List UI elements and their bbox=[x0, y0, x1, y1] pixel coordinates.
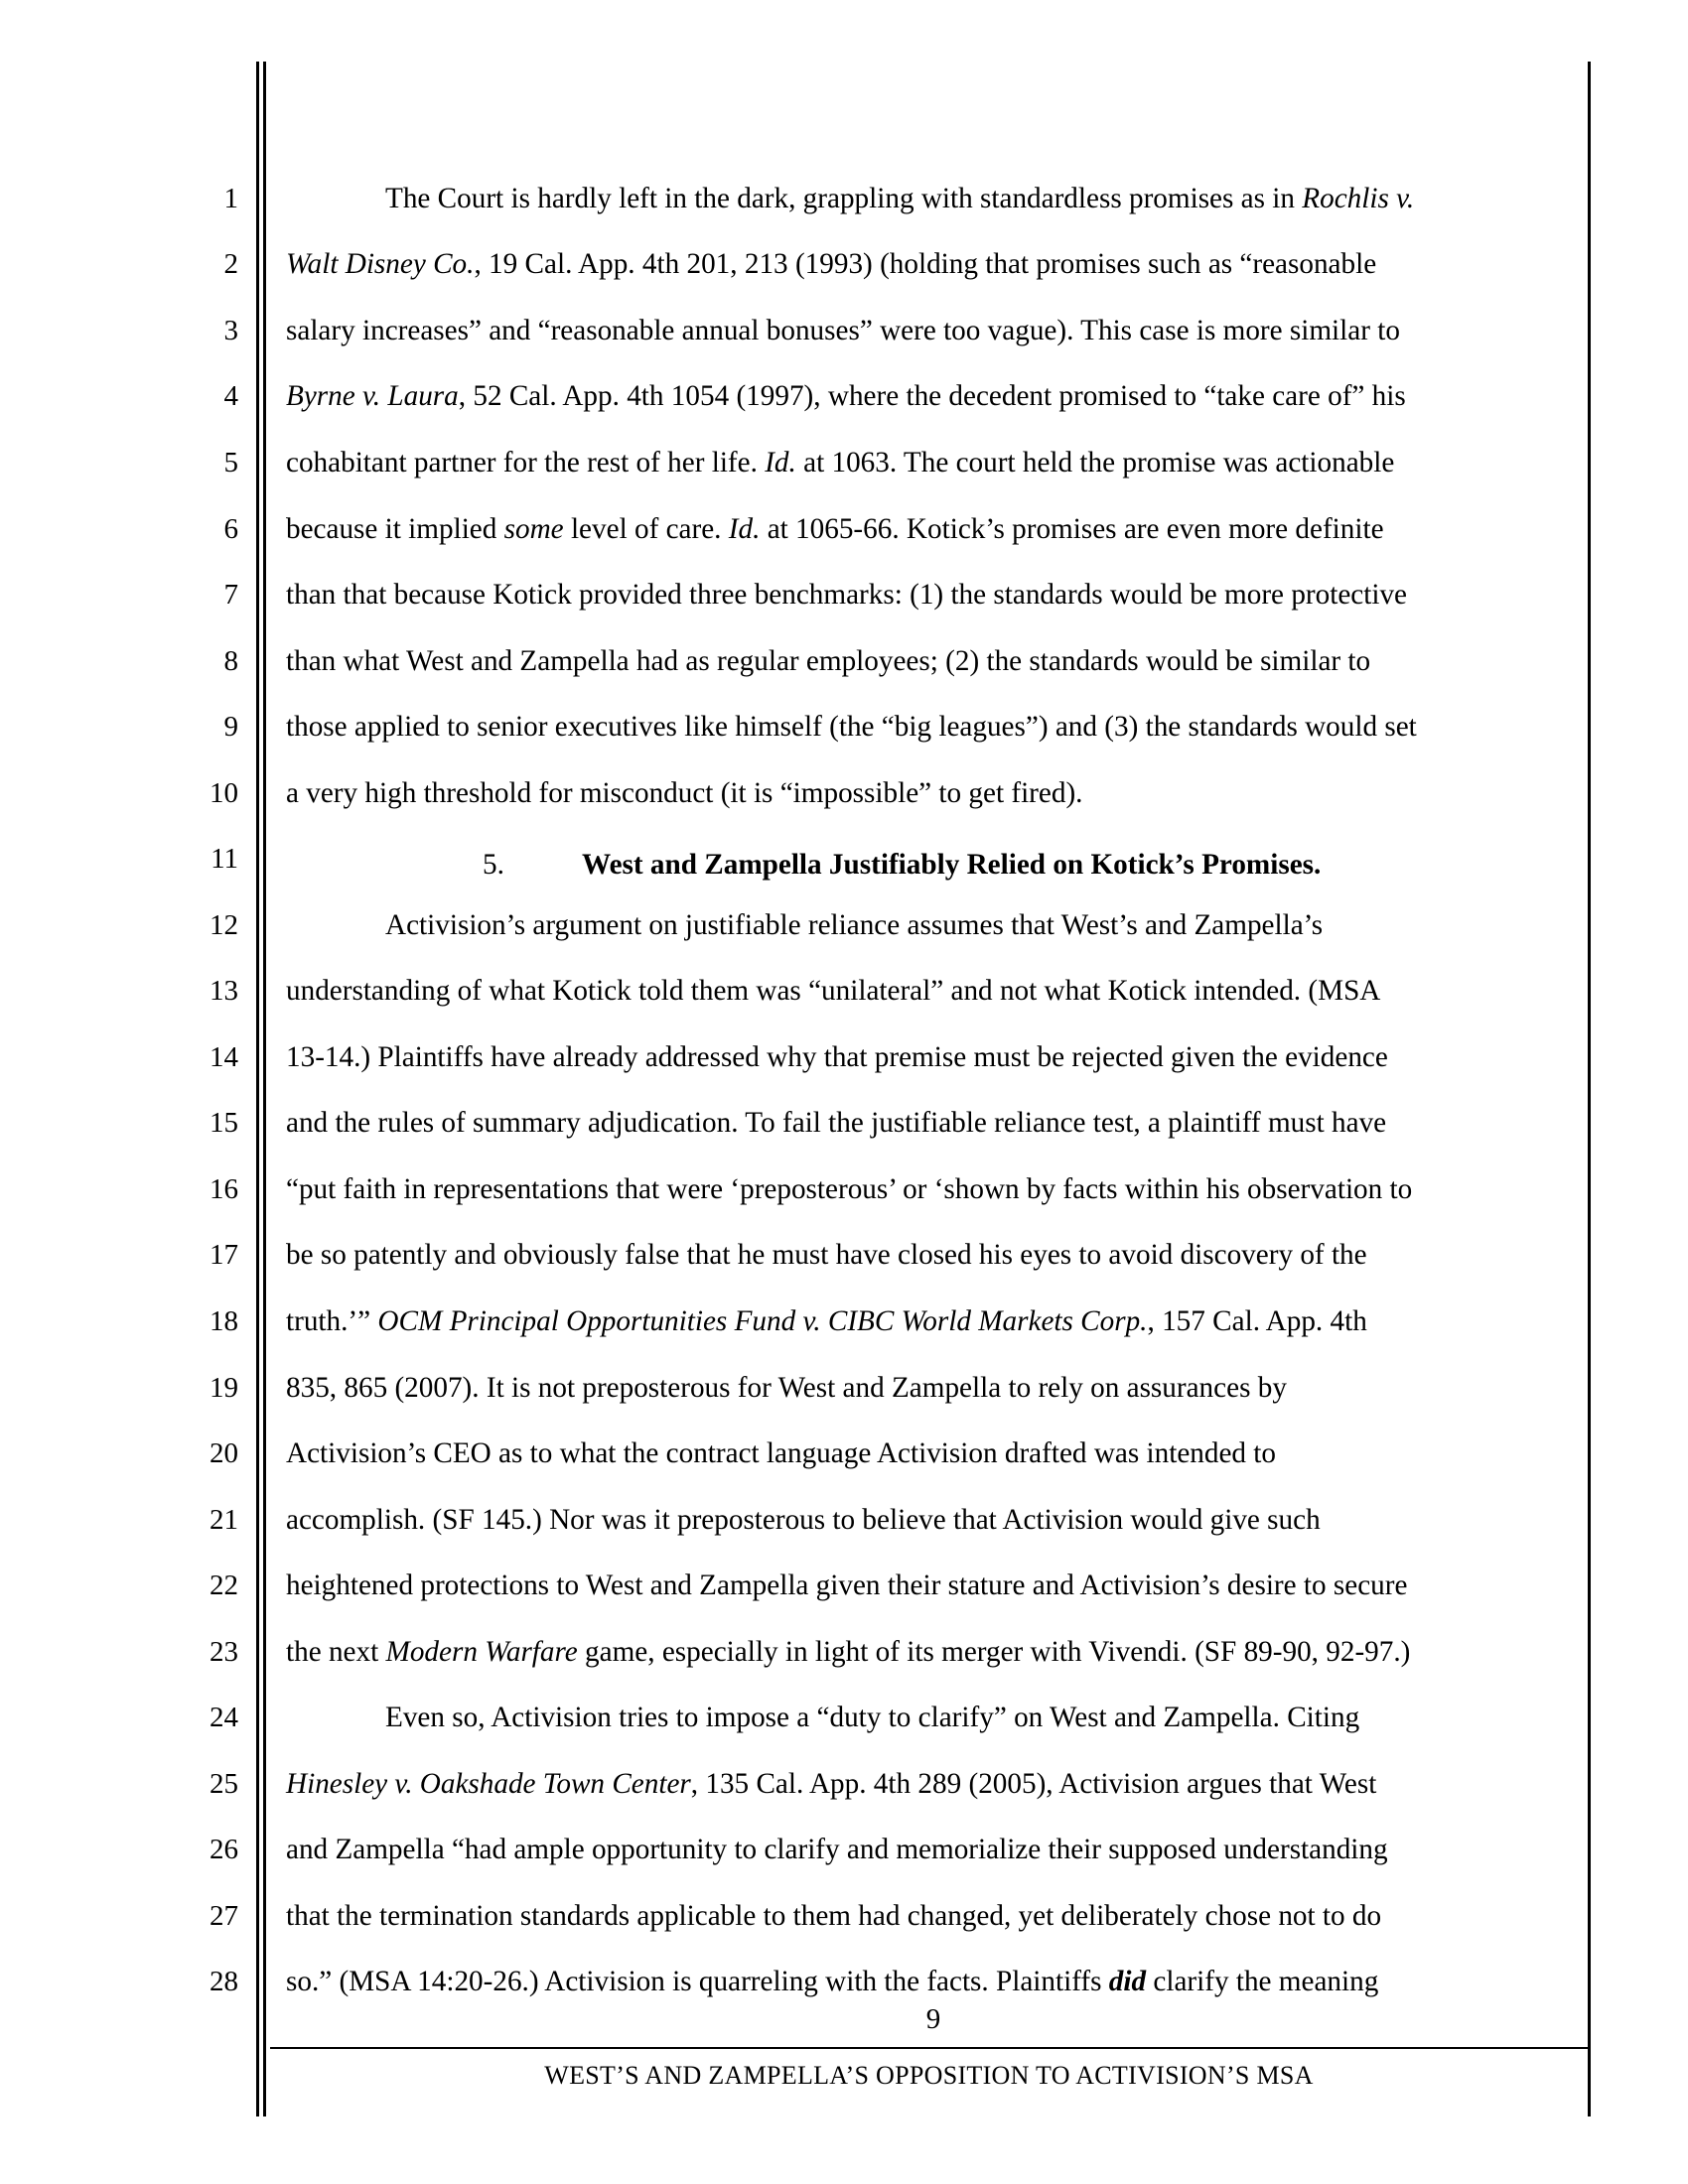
body-line-24: Even so, Activision tries to impose a “duty to clarify” on West and Zampella. Citing bbox=[385, 1702, 1360, 1733]
line-number: 10 bbox=[210, 777, 238, 809]
line-number: 21 bbox=[210, 1504, 238, 1536]
line-number: 26 bbox=[210, 1834, 238, 1865]
line-number: 2 bbox=[223, 248, 238, 280]
line-number: 1 bbox=[223, 183, 238, 214]
line-number: 6 bbox=[223, 513, 238, 545]
body-line-3: salary increases” and “reasonable annual bonuses” were too vague). This case is more similar to bbox=[286, 315, 1400, 346]
body-line-5: cohabitant partner for the rest of her life. Id. at 1063. The court held the promise was actionable bbox=[286, 447, 1395, 478]
line-number: 20 bbox=[210, 1437, 238, 1469]
line-number: 8 bbox=[223, 645, 238, 677]
case-citation: Byrne v. Laura bbox=[286, 380, 459, 412]
body-line-18: truth.’” OCM Principal Opportunities Fund v. CIBC World Markets Corp., 157 Cal. App. 4th bbox=[286, 1305, 1367, 1337]
case-citation: Hinesley v. Oakshade Town Center bbox=[286, 1768, 691, 1800]
line-number: 18 bbox=[210, 1305, 238, 1337]
left-margin-rule bbox=[256, 62, 259, 2116]
body-line-1: The Court is hardly left in the dark, grappling with standardless promises as in Rochlis v. bbox=[385, 183, 1415, 214]
line-number: 7 bbox=[223, 579, 238, 611]
body-line-12: Activision’s argument on justifiable reliance assumes that West’s and Zampella’s bbox=[385, 909, 1324, 941]
body-line-16: “put faith in representations that were ‘preposterous’ or ‘shown by facts within his observation to bbox=[286, 1173, 1413, 1205]
body-line-20: Activision’s CEO as to what the contract language Activision drafted was intended to bbox=[286, 1437, 1277, 1469]
body-line-8: than what West and Zampella had as regular employees; (2) the standards would be similar to bbox=[286, 645, 1371, 677]
body-line-13: understanding of what Kotick told them was “unilateral” and not what Kotick intended. (MSA bbox=[286, 975, 1381, 1007]
case-citation: OCM Principal Opportunities Fund v. CIBC World Markets Corp. bbox=[377, 1305, 1148, 1337]
line-number: 24 bbox=[210, 1702, 238, 1733]
line-number: 12 bbox=[210, 909, 238, 941]
line-number: 13 bbox=[210, 975, 238, 1007]
left-margin-rule-inner bbox=[263, 62, 266, 2116]
body-line-26: and Zampella “had ample opportunity to clarify and memorialize their supposed understanding bbox=[286, 1834, 1388, 1865]
footer-rule bbox=[270, 2047, 1588, 2049]
body-line-9: those applied to senior executives like himself (the “big leagues”) and (3) the standards would set bbox=[286, 711, 1417, 743]
line-number: 25 bbox=[210, 1768, 238, 1800]
line-number: 4 bbox=[223, 380, 238, 412]
section-heading: 5. West and Zampella Justifiably Relied on Kotick’s Promises. bbox=[483, 849, 1322, 881]
line-number: 5 bbox=[223, 447, 238, 478]
line-number: 23 bbox=[210, 1636, 238, 1668]
right-margin-rule bbox=[1588, 62, 1591, 2116]
line-number: 3 bbox=[223, 315, 238, 346]
body-line-14: 13-14.) Plaintiffs have already addressed why that premise must be rejected given the evidence bbox=[286, 1041, 1388, 1073]
line-number: 22 bbox=[210, 1570, 238, 1601]
footer-title: WEST’S AND ZAMPELLA’S OPPOSITION TO ACTIVISION’S MSA bbox=[544, 2061, 1314, 2090]
body-line-27: that the termination standards applicable to them had changed, yet deliberately chose not to do bbox=[286, 1900, 1382, 1932]
line-number: 16 bbox=[210, 1173, 238, 1205]
body-line-15: and the rules of summary adjudication. To fail the justifiable reliance test, a plaintiff must have bbox=[286, 1107, 1387, 1139]
line-number: 17 bbox=[210, 1239, 238, 1271]
body-line-22: heightened protections to West and Zampella given their stature and Activision’s desire to secure bbox=[286, 1570, 1408, 1601]
body-line-21: accomplish. (SF 145.) Nor was it preposterous to believe that Activision would give such bbox=[286, 1504, 1321, 1536]
body-line-23: the next Modern Warfare game, especially in light of its merger with Vivendi. (SF 89-90, 92-97.) bbox=[286, 1636, 1411, 1668]
body-line-19: 835, 865 (2007). It is not preposterous for West and Zampella to rely on assurances by bbox=[286, 1372, 1287, 1404]
line-number: 15 bbox=[210, 1107, 238, 1139]
line-number: 28 bbox=[210, 1966, 238, 1997]
body-line-6: because it implied some level of care. Id. at 1065-66. Kotick’s promises are even more definite bbox=[286, 513, 1384, 545]
body-line-7: than that because Kotick provided three benchmarks: (1) the standards would be more protective bbox=[286, 579, 1408, 611]
line-number: 14 bbox=[210, 1041, 238, 1073]
line-number: 11 bbox=[211, 843, 238, 875]
case-citation: Rochlis v. bbox=[1302, 183, 1415, 214]
case-citation: Walt Disney Co. bbox=[286, 248, 475, 280]
body-line-25: Hinesley v. Oakshade Town Center, 135 Cal. App. 4th 289 (2005), Activision argues that West bbox=[286, 1768, 1377, 1800]
body-line-4: Byrne v. Laura, 52 Cal. App. 4th 1054 (1997), where the decedent promised to “take care of” his bbox=[286, 380, 1406, 412]
line-number: 19 bbox=[210, 1372, 238, 1404]
line-number: 27 bbox=[210, 1900, 238, 1932]
page-number: 9 bbox=[925, 2003, 941, 2035]
body-line-2: Walt Disney Co., 19 Cal. App. 4th 201, 213 (1993) (holding that promises such as “reasonable bbox=[286, 248, 1377, 280]
body-line-17: be so patently and obviously false that he must have closed his eyes to avoid discovery of the bbox=[286, 1239, 1367, 1271]
body-line-10: a very high threshold for misconduct (it is “impossible” to get fired). bbox=[286, 777, 1083, 809]
line-number: 9 bbox=[223, 711, 238, 743]
body-line-28: so.” (MSA 14:20-26.) Activision is quarreling with the facts. Plaintiffs did clarify the meaning bbox=[286, 1966, 1379, 1997]
